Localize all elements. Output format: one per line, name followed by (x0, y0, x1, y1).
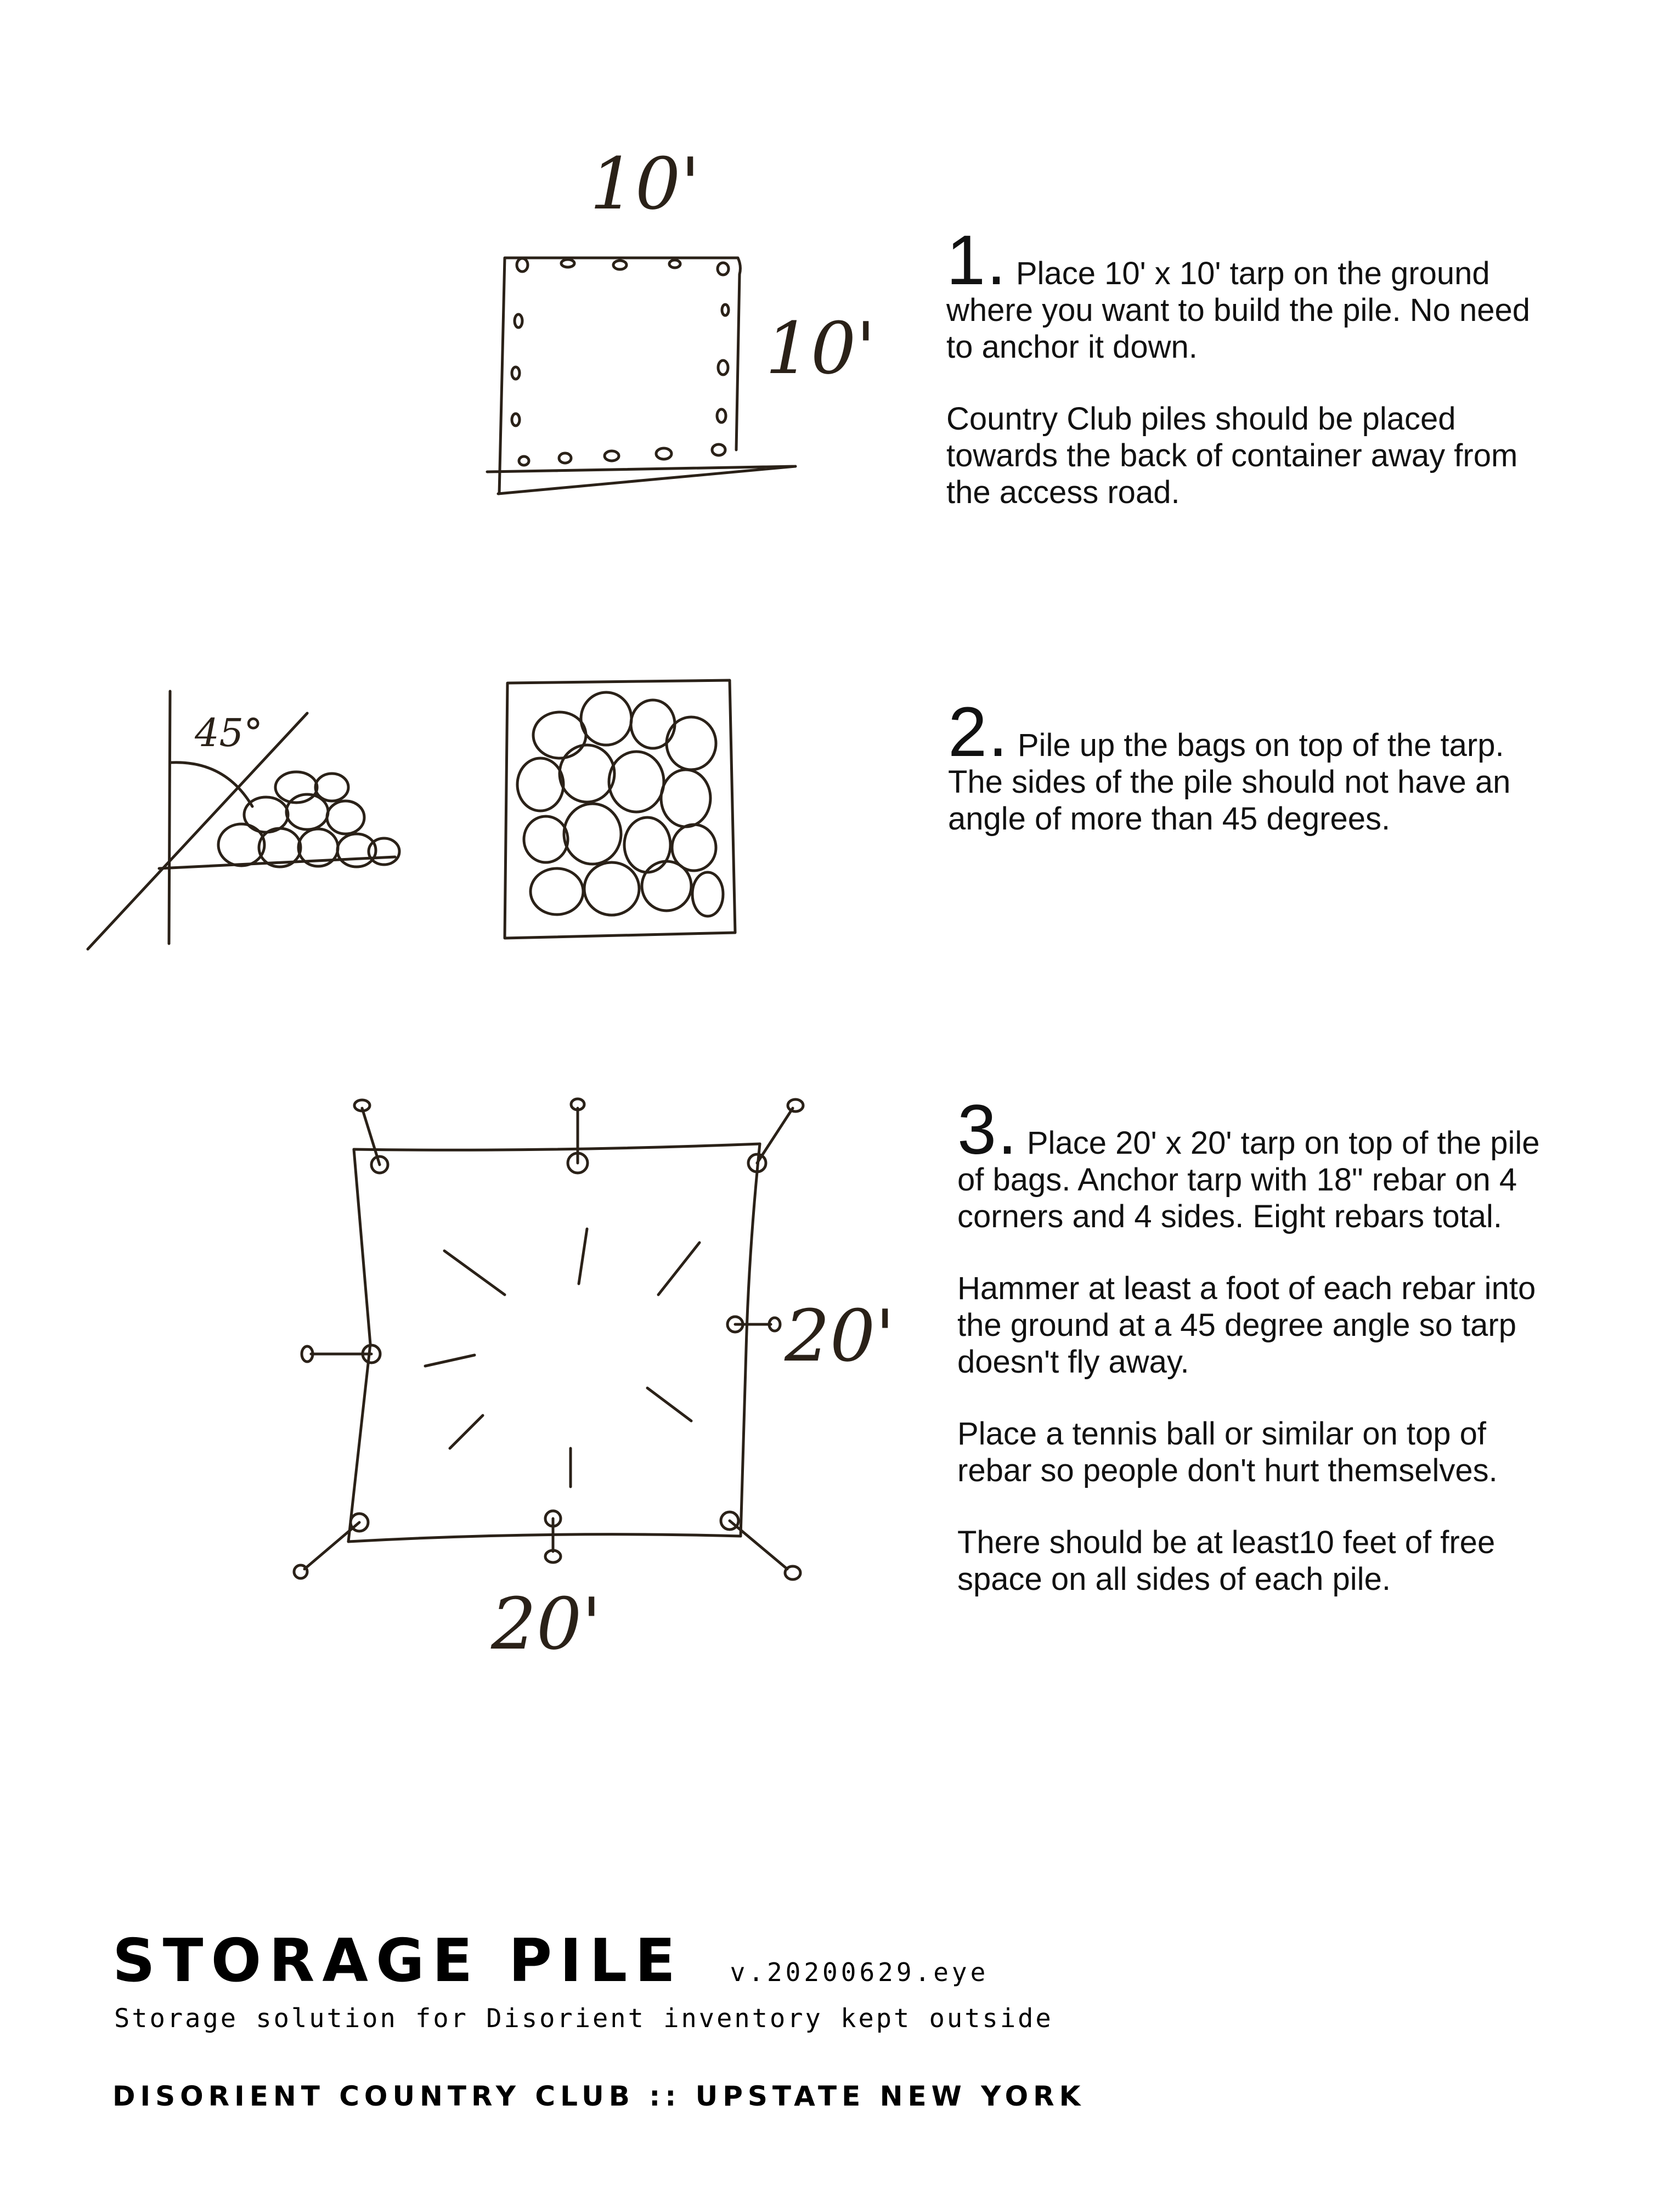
tarp-side-20ft-label: 20' (785, 1294, 895, 1378)
step-3-free-space-note: There should be at least10 feet of free space on all sides of each pile. (957, 1525, 1496, 1597)
step-3-tennis-ball-note: Place a tennis ball or similar on top of rebar so people don't hurt themselves. (957, 1416, 1498, 1488)
tarp-bottom-20ft-label: 20' (491, 1582, 602, 1666)
step-1-lead (946, 221, 1555, 365)
step-2-lead-text: Pile up the bags on top of the tarp. The sides of the pile should not have an angle of more than 45 degrees. (948, 727, 1511, 837)
step-1 (946, 221, 1555, 546)
step-3 (957, 1091, 1550, 1633)
angle-label: 45° (195, 710, 263, 755)
step-3-hammer-note: Hammer at least a foot of each rebar into the ground at a 45 degree angle so tarp doesn't fly away. (957, 1271, 1536, 1380)
step-1-number: 1. (946, 221, 1007, 300)
document-subtitle: Storage solution for Disorient inventory kept outside (114, 2004, 1053, 2034)
step-3-lead-text: Place 20' x 20' tarp on top of the pile of bags. Anchor tarp with 18" rebar on 4 corners and 4 sides. Eight rebars total. (957, 1125, 1540, 1234)
pile-angle-sketch (77, 680, 417, 966)
step-2 (948, 693, 1513, 872)
tarp-10x10-sketch (472, 143, 955, 527)
step-2-lead (948, 693, 1513, 837)
tarp-top-dimension-label: 10' (590, 142, 701, 225)
tarp-20x20-anchor-sketch (274, 1086, 922, 1668)
organization-label: DISORIENT COUNTRY CLUB :: UPSTATE NEW YORK (112, 2080, 1086, 2112)
version-label: v.20200629.eye (730, 1957, 989, 1987)
step-3-lead (957, 1091, 1550, 1235)
bag-pile-top-view-sketch (494, 675, 757, 949)
step-1-lead-text: Place 10' x 10' tarp on the ground where you want to build the pile. No need to anchor it down. (946, 256, 1531, 365)
document-title (112, 1927, 989, 1995)
step-3-number: 3. (957, 1091, 1018, 1169)
step-2-number: 2. (948, 693, 1009, 771)
step-1-note: Country Club piles should be placed towards the back of container away from the access road. (946, 401, 1518, 510)
tarp-side-dimension-label: 10' (765, 307, 876, 390)
document-title-text: STORAGE PILE (112, 1927, 683, 1995)
